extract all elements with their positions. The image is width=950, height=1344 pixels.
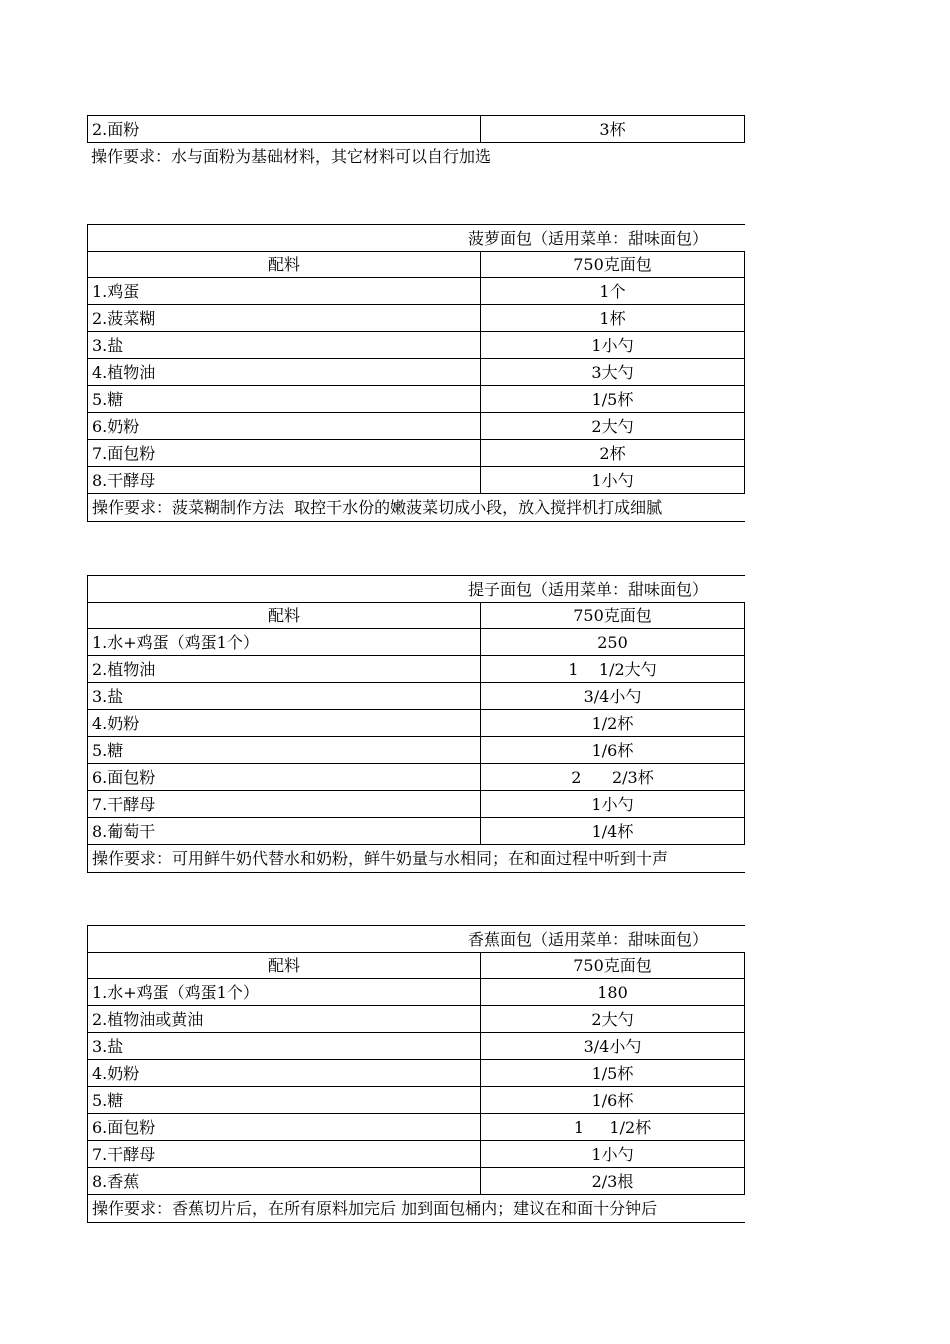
amount-cell: 1/6杯 xyxy=(480,737,745,764)
amount-cell: 3大勺 xyxy=(480,359,745,386)
table-row xyxy=(87,413,745,440)
ingredient-cell: 7.面包粉 xyxy=(87,440,480,467)
amount-cell: 1杯 xyxy=(480,305,745,332)
table-row xyxy=(87,467,745,494)
ingredient-cell: 6.奶粉 xyxy=(87,413,480,440)
amount-cell: 1小勺 xyxy=(480,467,745,494)
amount-cell: 2 2/3杯 xyxy=(480,764,745,791)
note-row xyxy=(87,845,745,872)
ingredient-cell: 1.水+鸡蛋（鸡蛋1个） xyxy=(87,979,480,1006)
header-row xyxy=(87,952,745,979)
table-row xyxy=(87,332,745,359)
table-row xyxy=(87,737,745,764)
recipe-note: 操作要求：菠菜糊制作方法 取控干水份的嫩菠菜切成小段，放入搅拌机打成细腻 xyxy=(87,494,662,521)
recipe-note: 操作要求：香蕉切片后，在所有原料加完后 加到面包桶内；建议在和面十分钟后 xyxy=(87,1195,657,1222)
recipe-title: 提子面包（适用菜单：甜味面包） xyxy=(87,576,745,603)
ingredient-cell: 1.鸡蛋 xyxy=(87,278,480,305)
table-row xyxy=(87,710,745,737)
amount-cell: 1 1/2杯 xyxy=(480,1114,745,1141)
ingredient-cell: 6.面包粉 xyxy=(87,1114,480,1141)
table-row xyxy=(87,305,745,332)
ingredient-cell: 3.盐 xyxy=(87,332,480,359)
table-row xyxy=(87,115,745,142)
ingredient-cell: 8.葡萄干 xyxy=(87,818,480,845)
recipe-title: 香蕉面包（适用菜单：甜味面包） xyxy=(87,926,745,953)
ingredient-cell: 5.糖 xyxy=(87,1087,480,1114)
ingredient-cell: 4.植物油 xyxy=(87,359,480,386)
header-row xyxy=(87,602,745,629)
amount-cell: 1/6杯 xyxy=(480,1087,745,1114)
table-row xyxy=(87,629,745,656)
ingredient-cell: 5.糖 xyxy=(87,737,480,764)
amount-cell: 1小勺 xyxy=(480,791,745,818)
amount-cell: 1/4杯 xyxy=(480,818,745,845)
top-note: 操作要求：水与面粉为基础材料，其它材料可以自行加选 xyxy=(91,147,492,166)
note-row xyxy=(87,1195,745,1222)
table-row xyxy=(87,386,745,413)
header-amount: 750克面包 xyxy=(480,251,745,278)
amount-cell: 1个 xyxy=(480,278,745,305)
table-row xyxy=(87,1006,745,1033)
amount-cell: 1 1/2大勺 xyxy=(480,656,745,683)
table-row xyxy=(87,1141,745,1168)
table-row xyxy=(87,440,745,467)
table-row xyxy=(87,791,745,818)
amount-cell: 1小勺 xyxy=(480,332,745,359)
recipe-note: 操作要求：可用鲜牛奶代替水和奶粉，鲜牛奶量与水相同；在和面过程中听到十声 xyxy=(87,845,668,872)
ingredient-cell: 2.植物油 xyxy=(87,656,480,683)
table-row xyxy=(87,683,745,710)
recipe-table-banana xyxy=(87,925,745,1222)
amount-cell: 250 xyxy=(480,629,745,656)
ingredient-cell: 5.糖 xyxy=(87,386,480,413)
amount-cell: 1/5杯 xyxy=(480,1060,745,1087)
ingredient-cell: 2.植物油或黄油 xyxy=(87,1006,480,1033)
table-row xyxy=(87,818,745,845)
amount-cell: 1小勺 xyxy=(480,1141,745,1168)
amount-cell: 3/4小勺 xyxy=(480,1033,745,1060)
table-row xyxy=(87,764,745,791)
amount-cell: 2大勺 xyxy=(480,413,745,440)
recipe-title-row xyxy=(87,925,745,952)
ingredient-cell: 8.干酵母 xyxy=(87,467,480,494)
recipe-table-raisin xyxy=(87,575,745,872)
ingredient-cell: 8.香蕉 xyxy=(87,1168,480,1195)
recipe-title: 菠萝面包（适用菜单：甜味面包） xyxy=(87,225,745,252)
table-row xyxy=(87,1087,745,1114)
table-row xyxy=(87,1033,745,1060)
ingredient-cell: 3.盐 xyxy=(87,1033,480,1060)
ingredient-cell: 4.奶粉 xyxy=(87,1060,480,1087)
table-row xyxy=(87,1114,745,1141)
amount-cell: 3杯 xyxy=(480,116,745,143)
ingredient-cell: 2.面粉 xyxy=(87,116,480,143)
note-underline xyxy=(87,521,745,522)
table-row xyxy=(87,979,745,1006)
table-row xyxy=(87,278,745,305)
note-underline xyxy=(87,1222,745,1223)
amount-cell: 2大勺 xyxy=(480,1006,745,1033)
table-row xyxy=(87,1060,745,1087)
amount-cell: 1/5杯 xyxy=(480,386,745,413)
amount-cell: 2杯 xyxy=(480,440,745,467)
recipe-title-row xyxy=(87,575,745,602)
ingredient-cell: 1.水+鸡蛋（鸡蛋1个） xyxy=(87,629,480,656)
ingredient-cell: 3.盐 xyxy=(87,683,480,710)
ingredient-cell: 7.干酵母 xyxy=(87,1141,480,1168)
table-row xyxy=(87,656,745,683)
header-ingredient: 配料 xyxy=(87,952,480,979)
amount-cell: 3/4小勺 xyxy=(480,683,745,710)
header-amount: 750克面包 xyxy=(480,602,745,629)
ingredient-cell: 6.面包粉 xyxy=(87,764,480,791)
amount-cell: 1/2杯 xyxy=(480,710,745,737)
ingredient-cell: 7.干酵母 xyxy=(87,791,480,818)
header-ingredient: 配料 xyxy=(87,602,480,629)
ingredient-cell: 4.奶粉 xyxy=(87,710,480,737)
table-row xyxy=(87,1168,745,1195)
amount-cell: 2/3根 xyxy=(480,1168,745,1195)
top-table xyxy=(87,115,745,142)
header-ingredient: 配料 xyxy=(87,251,480,278)
note-row xyxy=(87,494,745,521)
amount-cell: 180 xyxy=(480,979,745,1006)
table-row xyxy=(87,359,745,386)
ingredient-cell: 2.菠菜糊 xyxy=(87,305,480,332)
recipe-table-pineapple xyxy=(87,224,745,521)
note-underline xyxy=(87,872,745,873)
recipe-title-row xyxy=(87,224,745,251)
header-row xyxy=(87,251,745,278)
header-amount: 750克面包 xyxy=(480,952,745,979)
